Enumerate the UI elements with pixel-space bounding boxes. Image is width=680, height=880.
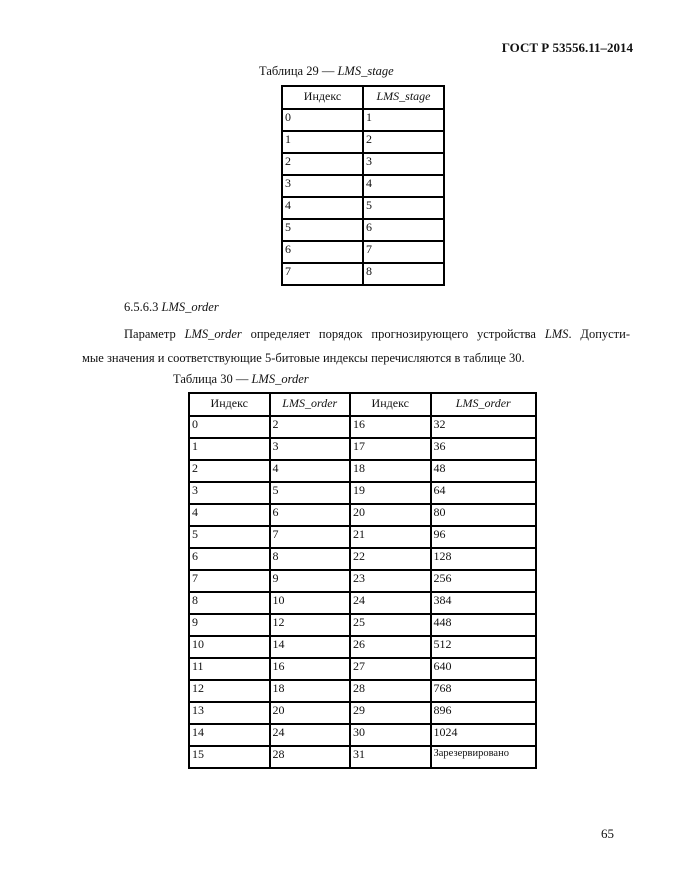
table-row	[189, 724, 536, 746]
table-cell: 14	[189, 724, 270, 746]
table-cell: 256	[431, 570, 537, 592]
table-row	[189, 702, 536, 724]
table-cell: 32	[431, 416, 537, 438]
table-29	[281, 85, 445, 286]
table-row	[282, 197, 444, 219]
table-cell: 8	[270, 548, 351, 570]
table-cell: 5	[189, 526, 270, 548]
table-cell: 0	[189, 416, 270, 438]
table-30	[188, 392, 537, 769]
table-row	[189, 416, 536, 438]
table-cell: 6	[282, 241, 363, 263]
table-cell: 17	[350, 438, 431, 460]
table-cell: 15	[189, 746, 270, 768]
table-30-caption-name: LMS_order	[251, 372, 309, 386]
table-29-caption	[259, 64, 394, 79]
table-row	[189, 636, 536, 658]
table-cell: 12	[270, 614, 351, 636]
column-header-index: Индекс	[282, 86, 363, 109]
table-cell: 9	[270, 570, 351, 592]
table-row	[282, 263, 444, 285]
para-text: определяет порядок прогнозирующего устройства	[241, 327, 545, 341]
table-row	[189, 680, 536, 702]
table-cell: 6	[189, 548, 270, 570]
para-term: LMS_order	[184, 327, 242, 341]
table-row	[189, 570, 536, 592]
table-cell: 4	[363, 175, 444, 197]
table-29-body	[282, 109, 444, 285]
table-cell: 512	[431, 636, 537, 658]
table-cell: 6	[270, 504, 351, 526]
table-cell: 13	[189, 702, 270, 724]
table-cell: 0	[282, 109, 363, 131]
table-cell: 7	[363, 241, 444, 263]
standard-header: ГОСТ Р 53556.11–2014	[501, 40, 633, 55]
table-cell: 16	[270, 658, 351, 680]
section-heading	[124, 300, 219, 315]
table-cell: 9	[189, 614, 270, 636]
table-row	[189, 438, 536, 460]
table-cell: 1	[189, 438, 270, 460]
table-cell: 16	[350, 416, 431, 438]
table-header-row	[189, 393, 536, 416]
table-cell: 1024	[431, 724, 537, 746]
section-number: 6.5.6.3	[124, 300, 162, 314]
table-row	[189, 658, 536, 680]
table-cell: 4	[282, 197, 363, 219]
table-row	[282, 175, 444, 197]
table-row	[282, 131, 444, 153]
table-cell: 22	[350, 548, 431, 570]
para-text: . Допусти-	[568, 327, 630, 341]
table-cell: 24	[270, 724, 351, 746]
table-cell: 48	[431, 460, 537, 482]
table-cell: 31	[350, 746, 431, 768]
paragraph-line-2: мые значения и соответствующие 5-битовые индексы перечисляются в таблице 30.	[82, 351, 525, 365]
table-cell: 384	[431, 592, 537, 614]
body-paragraph	[82, 322, 630, 370]
table-cell: 10	[189, 636, 270, 658]
table-cell: 23	[350, 570, 431, 592]
table-row	[282, 153, 444, 175]
table-cell: 5	[363, 197, 444, 219]
section-name: LMS_order	[161, 300, 219, 314]
table-cell: 18	[350, 460, 431, 482]
table-cell: 2	[270, 416, 351, 438]
table-cell: 30	[350, 724, 431, 746]
table-cell: 7	[270, 526, 351, 548]
table-cell: 11	[189, 658, 270, 680]
column-header-lms-order: LMS_order	[431, 393, 537, 416]
column-header-index: Индекс	[189, 393, 270, 416]
table-cell: 8	[189, 592, 270, 614]
table-cell: 20	[270, 702, 351, 724]
table-row	[189, 614, 536, 636]
table-cell: 21	[350, 526, 431, 548]
table-30-caption-prefix: Таблица 30 —	[173, 372, 252, 386]
column-header-lms-stage: LMS_stage	[363, 86, 444, 109]
table-30-body	[189, 416, 536, 768]
table-cell: 14	[270, 636, 351, 658]
table-cell: 1	[363, 109, 444, 131]
table-29-caption-prefix: Таблица 29 —	[259, 64, 338, 78]
column-header-index: Индекс	[350, 393, 431, 416]
table-header-row	[282, 86, 444, 109]
table-cell: 448	[431, 614, 537, 636]
table-cell: 26	[350, 636, 431, 658]
table-cell: 5	[270, 482, 351, 504]
table-cell: 5	[282, 219, 363, 241]
table-cell: 8	[363, 263, 444, 285]
table-30-caption	[173, 372, 309, 387]
table-cell: 19	[350, 482, 431, 504]
table-row	[282, 109, 444, 131]
table-cell: 28	[350, 680, 431, 702]
table-cell: 640	[431, 658, 537, 680]
table-cell: 3	[270, 438, 351, 460]
table-cell: 768	[431, 680, 537, 702]
para-term: LMS	[544, 327, 569, 341]
table-row	[189, 592, 536, 614]
column-header-lms-order: LMS_order	[270, 393, 351, 416]
table-cell: 96	[431, 526, 537, 548]
table-cell: 10	[270, 592, 351, 614]
table-cell: 20	[350, 504, 431, 526]
table-cell: 28	[270, 746, 351, 768]
table-cell: 3	[282, 175, 363, 197]
table-row	[189, 460, 536, 482]
table-row	[189, 746, 536, 768]
table-cell: 64	[431, 482, 537, 504]
table-cell: 4	[189, 504, 270, 526]
table-cell: 29	[350, 702, 431, 724]
table-row	[189, 504, 536, 526]
table-cell: 25	[350, 614, 431, 636]
table-cell: 896	[431, 702, 537, 724]
table-29-caption-name: LMS_stage	[337, 64, 394, 78]
table-cell: 3	[363, 153, 444, 175]
table-cell: 7	[189, 570, 270, 592]
page-number: 65	[601, 826, 614, 841]
table-row	[189, 526, 536, 548]
table-row	[282, 219, 444, 241]
table-row	[189, 482, 536, 504]
table-cell: 2	[363, 131, 444, 153]
table-cell: 7	[282, 263, 363, 285]
table-cell: 1	[282, 131, 363, 153]
table-cell: 12	[189, 680, 270, 702]
table-cell: 36	[431, 438, 537, 460]
table-cell: 2	[282, 153, 363, 175]
table-cell: 3	[189, 482, 270, 504]
table-cell: 128	[431, 548, 537, 570]
table-row	[282, 241, 444, 263]
table-cell: 80	[431, 504, 537, 526]
table-row	[189, 548, 536, 570]
table-cell: 4	[270, 460, 351, 482]
paragraph-line-1	[82, 322, 630, 346]
table-cell: 2	[189, 460, 270, 482]
para-text: Параметр	[124, 327, 185, 341]
table-cell: 27	[350, 658, 431, 680]
table-cell: 24	[350, 592, 431, 614]
table-cell: 6	[363, 219, 444, 241]
table-cell: 18	[270, 680, 351, 702]
table-cell: Зарезервировано	[431, 746, 537, 768]
